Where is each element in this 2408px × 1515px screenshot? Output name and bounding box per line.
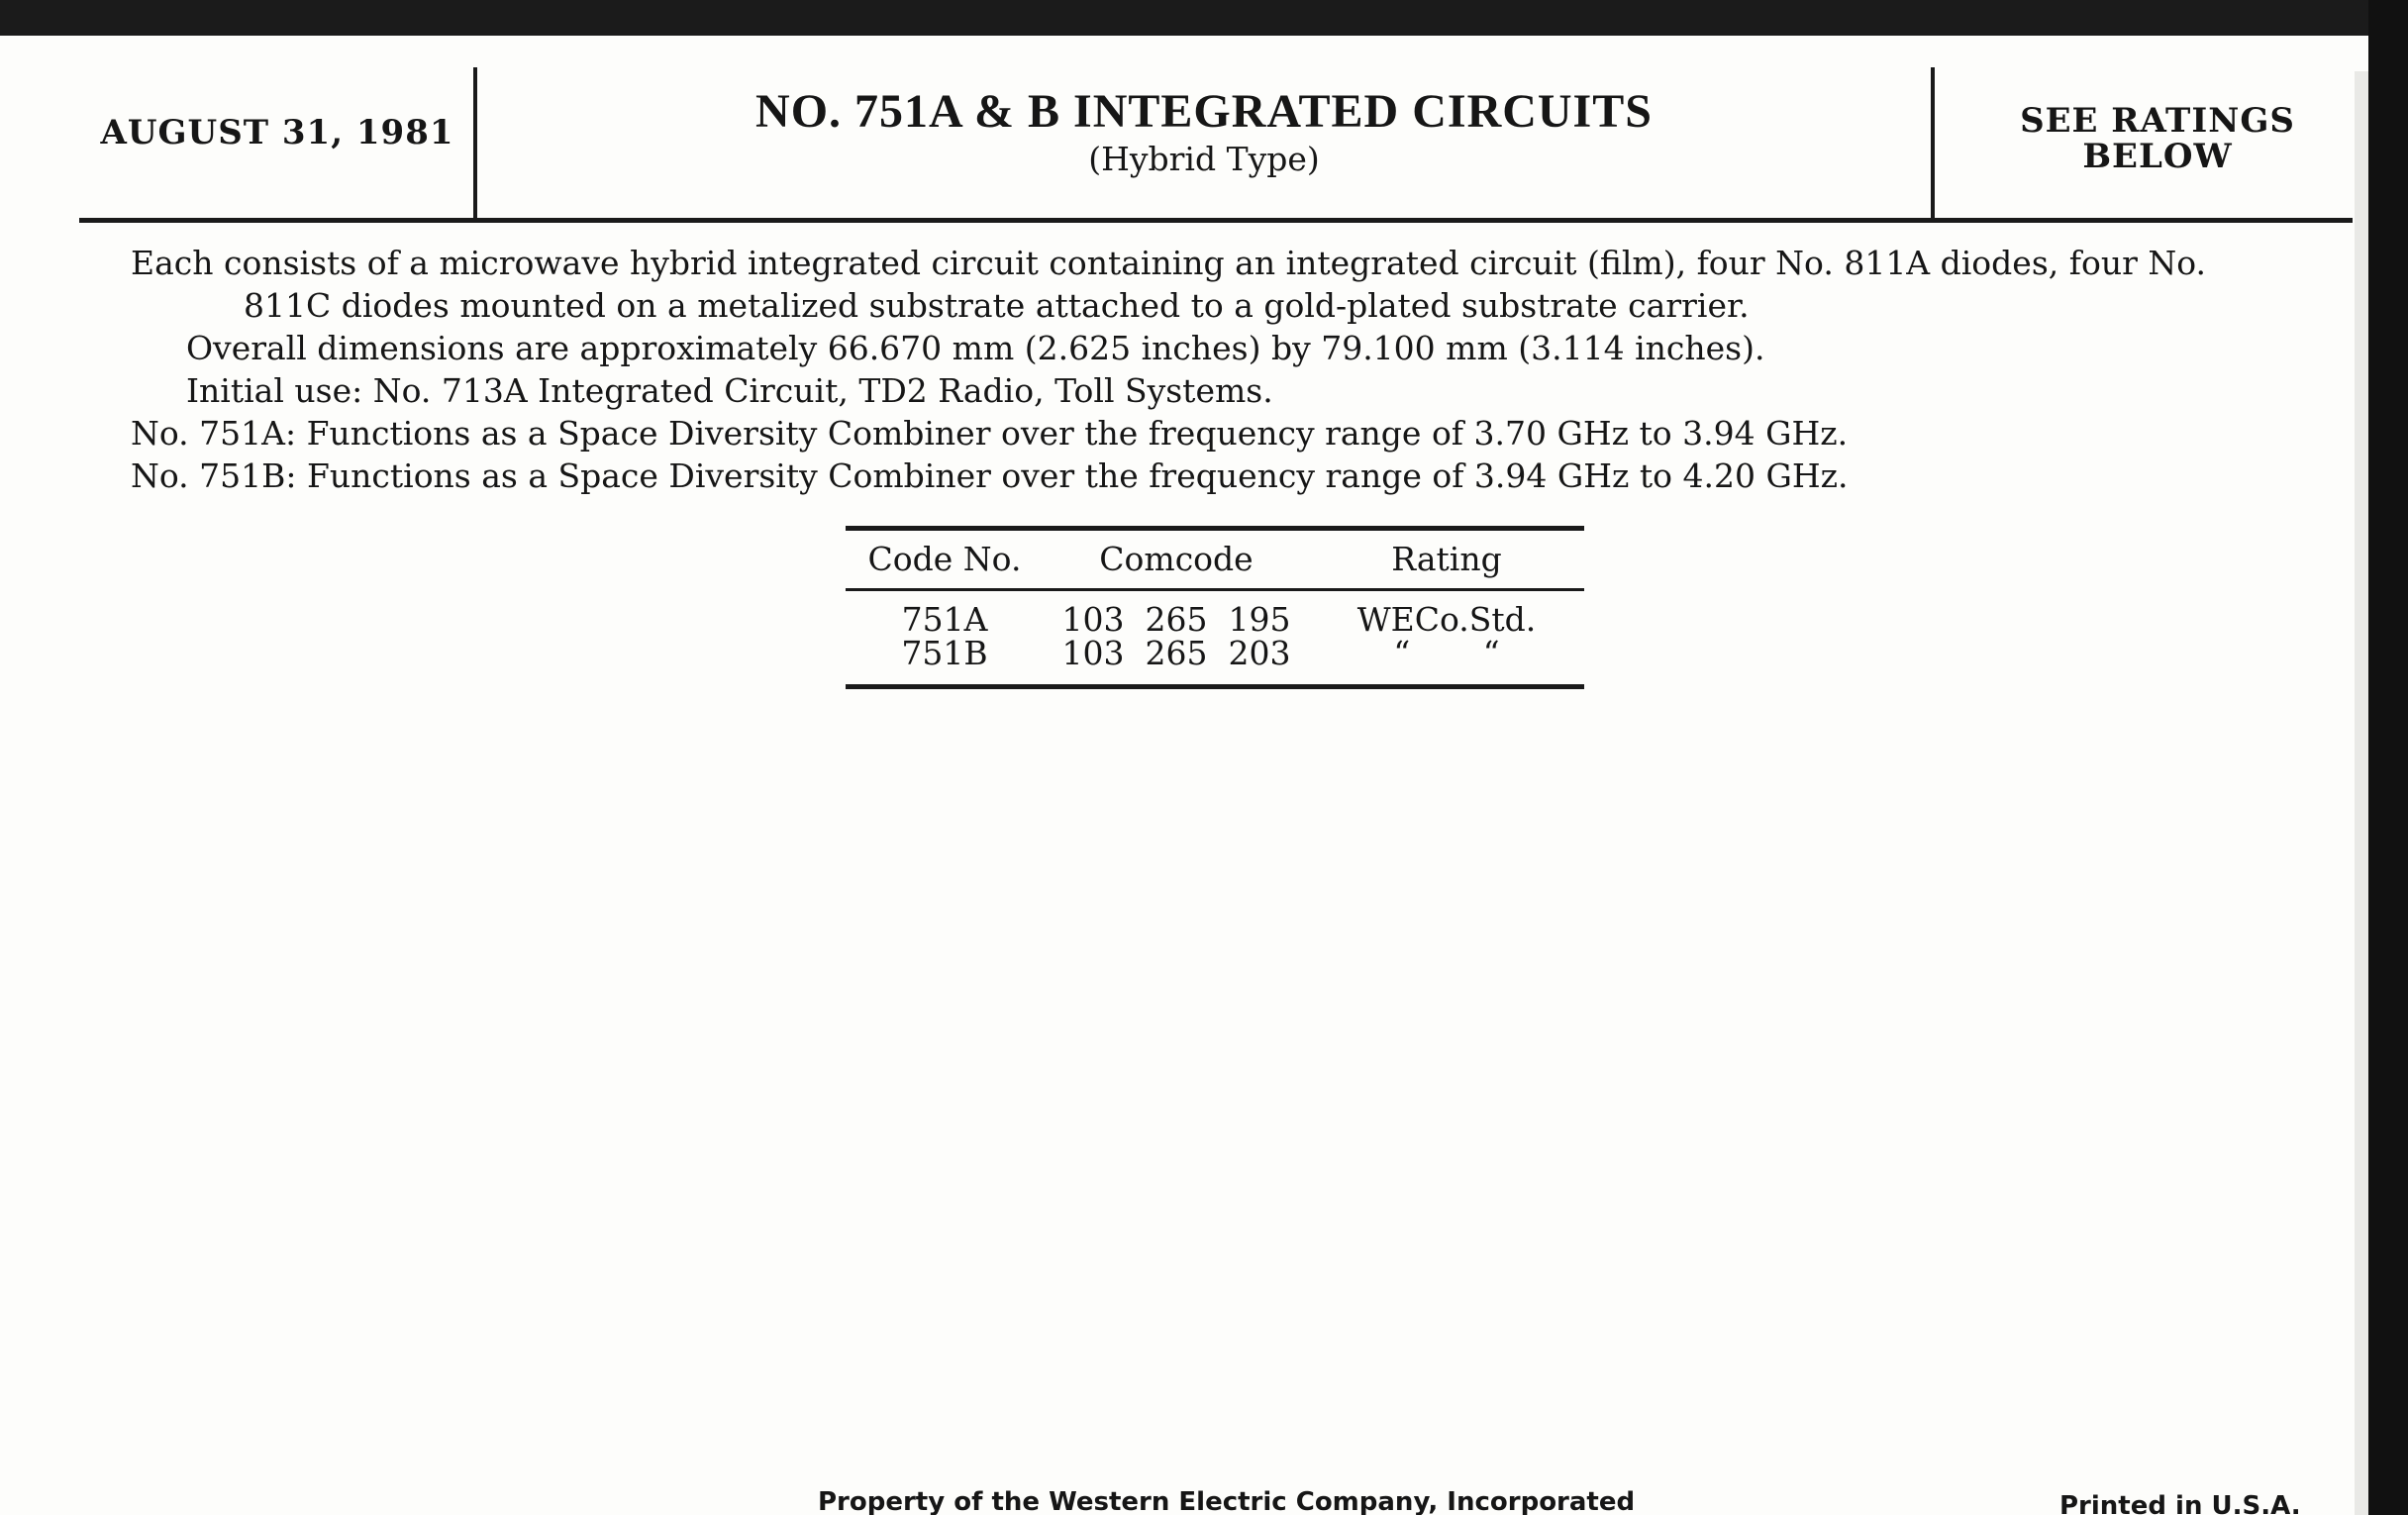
page-title: NO. 751A & B INTEGRATED CIRCUITS [755,85,1653,138]
description-block [131,242,2329,497]
page-subtitle: (Hybrid Type) [1088,140,1320,178]
issue-date: AUGUST 31, 1981 [100,113,454,152]
table-body [846,591,1584,684]
initial-use-text: Initial use: No. 713A Integrated Circuit, TD2 Radio, Toll Systems. [186,371,1273,410]
data-sheet-card [0,36,2368,1515]
table-bottom-rule [846,684,1584,689]
function-751b-text: No. 751B: Functions as a Space Diversity Combiner over the frequency range of 3.94 GHz to 4.20 GHz. [131,456,1849,495]
column-header-comcode: Comcode [1099,540,1254,578]
ratings-note [1935,103,2380,174]
cell-code: 751B [901,634,988,672]
cell-comcode: 103 265 195 [1061,600,1291,639]
column-header-code: Code No. [867,540,1022,578]
cell-rating: “ “ [1393,634,1500,672]
table-row [846,600,1584,639]
header-title-block [477,83,1931,178]
ratings-note-line2: BELOW [2082,137,2233,176]
printed-notice: Printed in U.S.A. [2059,1491,2301,1515]
description-line-2: 811C diodes mounted on a metalized substrate attached to a gold-plated substrate carrier. [244,286,1750,325]
cell-comcode: 103 265 203 [1061,634,1291,672]
header-rule [79,218,2353,223]
ratings-note-line1: SEE RATINGS [2020,101,2295,141]
cell-rating: WECo.Std. [1356,600,1537,639]
function-751a-text: No. 751A: Functions as a Space Diversity Combiner over the frequency range of 3.70 GHz to 3.94 GHz. [131,414,1849,453]
column-header-rating: Rating [1391,540,1502,578]
card-edge-strip [2355,71,2368,1515]
dimensions-text: Overall dimensions are approximately 66.670 mm (2.625 inches) by 79.100 mm (3.114 inches). [186,329,1765,367]
property-notice: Property of the Western Electric Company, Incorporated [818,1487,1636,1515]
description-line-1: Each consists of a microwave hybrid integrated circuit containing an integrated circuit (film), four No. 811A diodes, four No. [131,244,2206,282]
table-row [846,634,1584,672]
code-table [846,526,1584,689]
table-header-row [846,531,1584,588]
scan-border-right [2368,0,2408,1515]
cell-code: 751A [901,600,988,639]
